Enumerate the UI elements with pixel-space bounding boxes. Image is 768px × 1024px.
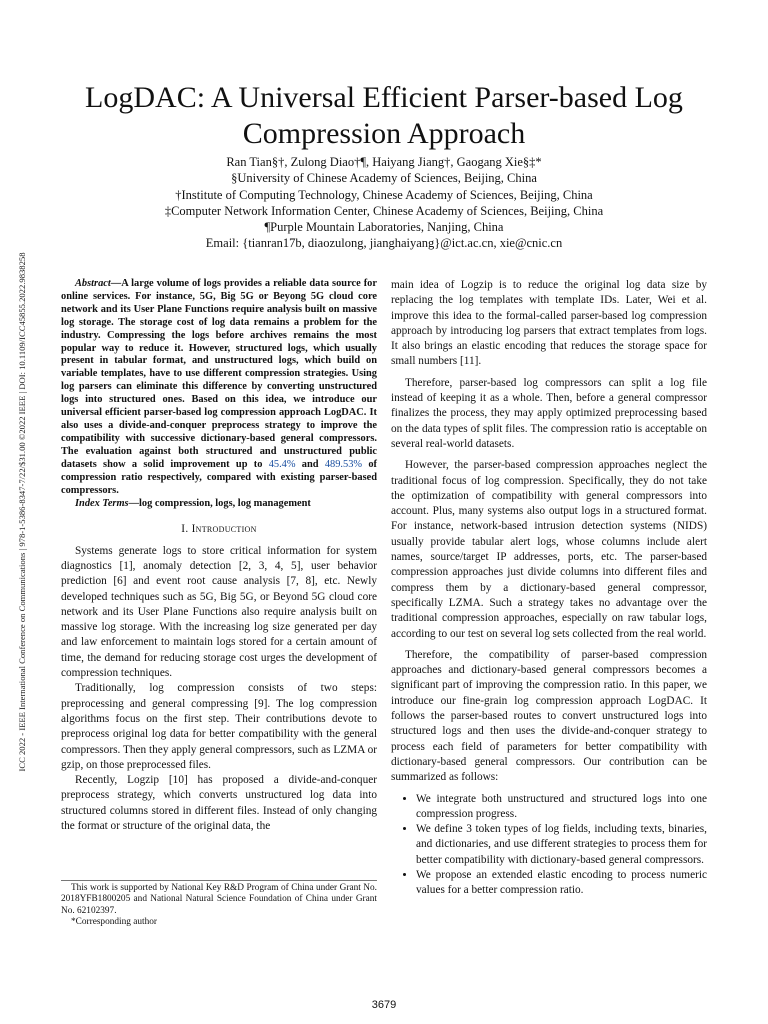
abstract-text-1: —A large volume of logs provides a reliable data source for online services. For instance, 5G, Big 5G or Beyong 5G cloud core network and its User Plane Functions require analysis built on massive log storage. The storage cost of log data remains a problem for the industry. Compressing the logs before archives remains the most popular way to reduce it. However, structured logs, which usually present in tabular format, and unstructured logs, which build on variable templates, have to use different compression strategies. Using log parsers can eliminate this difference by converting unstructured logs into structured ones. Based on this idea, we introduce our universal efficient parser-based log compression approach LogDAC. It also uses a divide-and-conquer preprocess strategy to improve the compatibility with successive dictionary-based general compressors. The evaluation against both structured and unstructured public datasets show a solid improvement up to xyxy=(61,278,377,470)
right-paragraph-2: Therefore, parser-based log compressors can split a log file instead of keeping it as a whole. Then, before a general compressor finalizes the process, they may apply optimized preprocessing based on the data types of split files. The compression ratio is acceptable on several real-world datasets. xyxy=(391,376,707,450)
abstract-text-3: of compression ratio respectively, compared with existing parser-based compressors. xyxy=(61,458,378,496)
contribution-item: • We define 3 token types of log fields, including texts, binaries, and dictionaries, and use different strategies to process them for better compatibility with dictionary-based general compressors. xyxy=(416,822,707,868)
affiliation-ucas: §University of Chinese Academy of Sciences, Beijing, China xyxy=(231,171,537,186)
paper-title-line1: LogDAC: A Universal Efficient Parser-based Log xyxy=(85,81,683,115)
affiliation-ict: †Institute of Computing Technology, Chinese Academy of Sciences, Beijing, China xyxy=(175,187,593,202)
abstract-label: Abstract xyxy=(75,278,111,289)
index-terms-text: —log compression, logs, log management xyxy=(128,498,311,510)
footnote xyxy=(61,880,377,928)
right-paragraph-1: main idea of Logzip is to reduce the original log data size by replacing the log templates with template IDs. Later, Wei et al. improve this idea to the formal-called parser-based log compression approach by introducing log parsers that extract templates from logs. It also brings an elastic encoding that reduces the storage space for small numbers [11]. xyxy=(391,279,707,368)
copyright-sidebar xyxy=(12,0,32,1024)
index-terms xyxy=(61,497,377,510)
contribution-item: • We integrate both unstructured and structured logs into one compression progress. xyxy=(416,792,707,823)
paper-title-line2: Compression Approach xyxy=(242,117,526,151)
section-heading-introduction xyxy=(61,522,377,537)
intro-paragraph-3: Recently, Logzip [10] has proposed a divide-and-conquer preprocess strategy, which converts unstructured log data into structured columns stored in different files. Instead of only changing the format or structure of the original data, the xyxy=(61,774,377,833)
author-names: Ran Tian§†, Zulong Diao†¶, Haiyang Jiang†, Gaogang Xie§‡* xyxy=(226,155,542,169)
intro-paragraph-2: Traditionally, log compression consists of two steps: preprocessing and general compressing [9]. The log compression algorithms focus on the first step. Their contributions devote to preprocess original log data for better compatibility with the general compressors. Then they apply general compressors, such as LZMA or gzip, on those preprocessed files. xyxy=(61,682,377,771)
right-paragraph-3: However, the parser-based compression approaches neglect the traditional focus of log compression. Specifically, they do not take the optimization of compatibility with general compressors into account. Plus, many systems also output logs in a structured format. For instance, network-based intrusion detection systems (NIDS) usually provide tabular alert logs, whose columns include alert names, source/target IP addresses, ports, etc. The parser-based compression approaches just divide columns into different files and compress them by a dictionary-based general compressor, specifically LZMA. Such a strategy takes no advantage over the traditional compression approaches, especially on raw tabular logs, according to our test on several log sets collected from the real world. xyxy=(391,459,707,640)
abstract xyxy=(61,278,377,497)
right-paragraph-4: Therefore, the compatibility of parser-based compression approaches and dictionary-based general compressors becomes a significant part of improving the compression ratio. In this paper, we introduce our fine-grain log compression approach LogDAC. It follows the parser-based routes to convert unstructured logs into structured logs and then uses the divide-and-conquer strategy to process each field of parameters for better compatibility with dictionary-based general compressors. Our contribution can be summarized as follows: xyxy=(391,648,707,784)
footnote-funding: This work is supported by National Key R&D Program of China under Grant No. 2018YFB1800205 and National Natural Science Foundation of China under Grant No. 62102397. xyxy=(61,883,377,916)
footnote-corresponding: *Corresponding author xyxy=(71,916,157,927)
section-title: Introduction xyxy=(191,523,257,536)
contribution-item: • We propose an extended elastic encoding to process numeric values for a better compression ratio. xyxy=(416,868,707,899)
abstract-text-2: and xyxy=(295,458,325,470)
author-block xyxy=(60,154,708,252)
left-column xyxy=(61,278,377,834)
abstract-value-structured: 45.4% xyxy=(268,458,296,470)
index-terms-label: Index Terms xyxy=(75,498,129,510)
section-number: I. xyxy=(181,523,189,536)
author-email: Email: {tianran17b, diaozulong, jianghaiyang}@ict.ac.cn, xie@cnic.cn xyxy=(205,236,563,251)
page-number: 3679 xyxy=(371,999,397,1011)
intro-paragraph-1: Systems generate logs to store critical information for system diagnostics [1], anomaly detection [2, 3, 4, 5], user behavior prediction [6] and event root cause analysis [7, 8], etc. Newly developed techniques such as 5G, Big 5G, or Beyond 5G cloud core network and its User Plane Functions also require analysis built on massive log storage. With the increasing log size generated per day and law enforcement to maintain logs stored for a certain amount of time, the demand for reducing storage cost urges the development of compression techniques. xyxy=(61,544,377,680)
abstract-value-unstructured: 489.53% xyxy=(324,458,363,470)
affiliation-cnic: ‡Computer Network Information Center, Chinese Academy of Sciences, Beijing, China xyxy=(164,203,604,218)
right-column xyxy=(391,278,707,899)
affiliation-pml: ¶Purple Mountain Laboratories, Nanjing, China xyxy=(264,220,504,235)
copyright-sidebar-text: ICC 2022 - IEEE International Conference on Communications | 978-1-5386-8347-7/22/$31.00 ©2022 IEEE | DOI: 10.1109/ICC45855.2022.9838258 xyxy=(17,252,27,772)
paper-title xyxy=(40,80,728,152)
contribution-list xyxy=(391,792,707,899)
